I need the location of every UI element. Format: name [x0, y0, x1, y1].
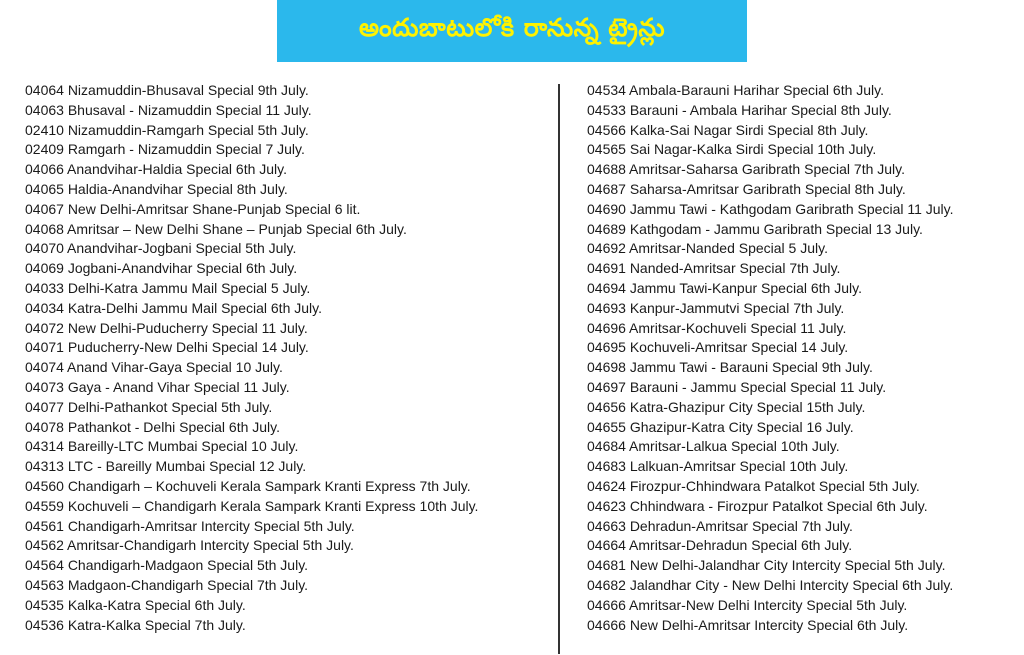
train-entry: 04033 Delhi-Katra Jammu Mail Special 5 July.: [25, 279, 311, 296]
train-entry: 04656 Katra-Ghazipur City Special 15th July.: [587, 398, 866, 415]
train-entry: 04065 Haldia-Anandvihar Special 8th July.: [25, 180, 288, 197]
train-entry: 04683 Lalkuan-Amritsar Special 10th July.: [587, 458, 849, 475]
train-entry: 04071 Puducherry-New Delhi Special 14 July.: [25, 339, 309, 356]
train-entry: 04533 Barauni - Ambala Harihar Special 8th July.: [587, 101, 892, 118]
train-entry: 04565 Sai Nagar-Kalka Sirdi Special 10th July.: [587, 141, 877, 158]
train-entry: 04067 New Delhi-Amritsar Shane-Punjab Special 6 lit.: [25, 200, 361, 217]
train-entry: 02409 Ramgarh - Nizamuddin Special 7 July.: [25, 141, 305, 158]
train-entry: 04563 Madgaon-Chandigarh Special 7th July.: [25, 576, 309, 593]
train-entry: 04074 Anand Vihar-Gaya Special 10 July.: [25, 359, 283, 376]
train-entry: 04064 Nizamuddin-Bhusaval Special 9th July.: [25, 82, 309, 98]
train-entry: 04564 Chandigarh-Madgaon Special 5th July.: [25, 557, 309, 574]
train-entry: 04694 Jammu Tawi-Kanpur Special 6th July.: [587, 279, 862, 296]
train-entry: 04566 Kalka-Sai Nagar Sirdi Special 8th July.: [587, 121, 869, 138]
train-entry: 04696 Amritsar-Kochuveli Special 11 July.: [587, 319, 847, 336]
train-entry: 04655 Ghazipur-Katra City Special 16 July.: [587, 418, 854, 435]
train-entry: 04663 Dehradun-Amritsar Special 7th July.: [587, 517, 853, 534]
train-entry: 04562 Amritsar-Chandigarh Intercity Special 5th July.: [25, 537, 354, 554]
train-entry: 04559 Kochuveli – Chandigarh Kerala Sampark Kranti Express 10th July.: [25, 497, 479, 514]
train-entry: 04681 New Delhi-Jalandhar City Intercity Special 5th July.: [587, 557, 946, 574]
train-entry: 04072 New Delhi-Puducherry Special 11 July.: [25, 319, 308, 336]
train-entry: 04693 Kanpur-Jammutvi Special 7th July.: [587, 299, 845, 316]
train-entry: 04695 Kochuveli-Amritsar Special 14 July.: [587, 339, 849, 356]
train-entry: 04313 LTC - Bareilly Mumbai Special 12 July.: [25, 458, 307, 475]
train-entry: 04561 Chandigarh-Amritsar Intercity Special 5th July.: [25, 517, 355, 534]
train-entry: 04698 Jammu Tawi - Barauni Special 9th July.: [587, 359, 873, 376]
train-entry: 04697 Barauni - Jammu Special Special 11 July.: [587, 378, 887, 395]
train-entry: 04069 Jogbani-Anandvihar Special 6th July.: [25, 260, 298, 277]
train-entry: 04077 Delhi-Pathankot Special 5th July.: [25, 398, 273, 415]
train-entry: 04687 Saharsa-Amritsar Garibrath Special 8th July.: [587, 180, 906, 197]
train-entry: 04692 Amritsar-Nanded Special 5 July.: [587, 240, 828, 257]
train-entry: 04666 Amritsar-New Delhi Intercity Special 5th July.: [587, 596, 908, 613]
train-entry: 04666 New Delhi-Amritsar Intercity Special 6th July.: [587, 616, 909, 633]
train-entry: 04689 Kathgodam - Jammu Garibrath Special 13 July.: [587, 220, 923, 237]
train-entry: 04536 Katra-Kalka Special 7th July.: [25, 616, 246, 633]
title-banner: [277, 0, 747, 62]
train-entry: 04688 Amritsar-Saharsa Garibrath Special 7th July.: [587, 161, 906, 178]
train-entry: 02410 Nizamuddin-Ramgarh Special 5th July.: [25, 121, 309, 138]
train-entry: 04073 Gaya - Anand Vihar Special 11 July.: [25, 378, 290, 395]
banner-title: అందుబాటులోకి రానున్న ట్రైన్లు: [358, 13, 666, 42]
train-entry: 04535 Kalka-Katra Special 6th July.: [25, 596, 246, 613]
train-entry: 04314 Bareilly-LTC Mumbai Special 10 July.: [25, 438, 299, 455]
train-entry: 04690 Jammu Tawi - Kathgodam Garibrath Special 11 July.: [587, 200, 954, 217]
train-entry: 04560 Chandigarh – Kochuveli Kerala Sampark Kranti Express 7th July.: [25, 477, 471, 494]
train-entry: 04070 Anandvihar-Jogbani Special 5th July.: [25, 240, 297, 257]
train-entry: 04624 Firozpur-Chhindwara Patalkot Special 5th July.: [587, 477, 920, 494]
train-entry: 04682 Jalandhar City - New Delhi Intercity Special 6th July.: [587, 576, 954, 593]
column-divider: [558, 84, 560, 654]
train-list-right: [587, 81, 1017, 635]
train-entry: 04066 Anandvihar-Haldia Special 6th July.: [25, 161, 288, 178]
train-entry: 04034 Katra-Delhi Jammu Mail Special 6th July.: [25, 299, 322, 316]
train-entry: 04684 Amritsar-Lalkua Special 10th July.: [587, 438, 840, 455]
train-entry: 04691 Nanded-Amritsar Special 7th July.: [587, 260, 841, 277]
train-entry: 04078 Pathankot - Delhi Special 6th July.: [25, 418, 281, 435]
train-entry: 04068 Amritsar – New Delhi Shane – Punjab Special 6th July.: [25, 220, 407, 237]
train-entry: 04623 Chhindwara - Firozpur Patalkot Special 6th July.: [587, 497, 928, 514]
train-list-left: [25, 81, 545, 635]
train-entry: 04063 Bhusaval - Nizamuddin Special 11 July.: [25, 101, 312, 118]
train-entry: 04664 Amritsar-Dehradun Special 6th July.: [587, 537, 853, 554]
train-entry: 04534 Ambala-Barauni Harihar Special 6th July.: [587, 82, 885, 98]
